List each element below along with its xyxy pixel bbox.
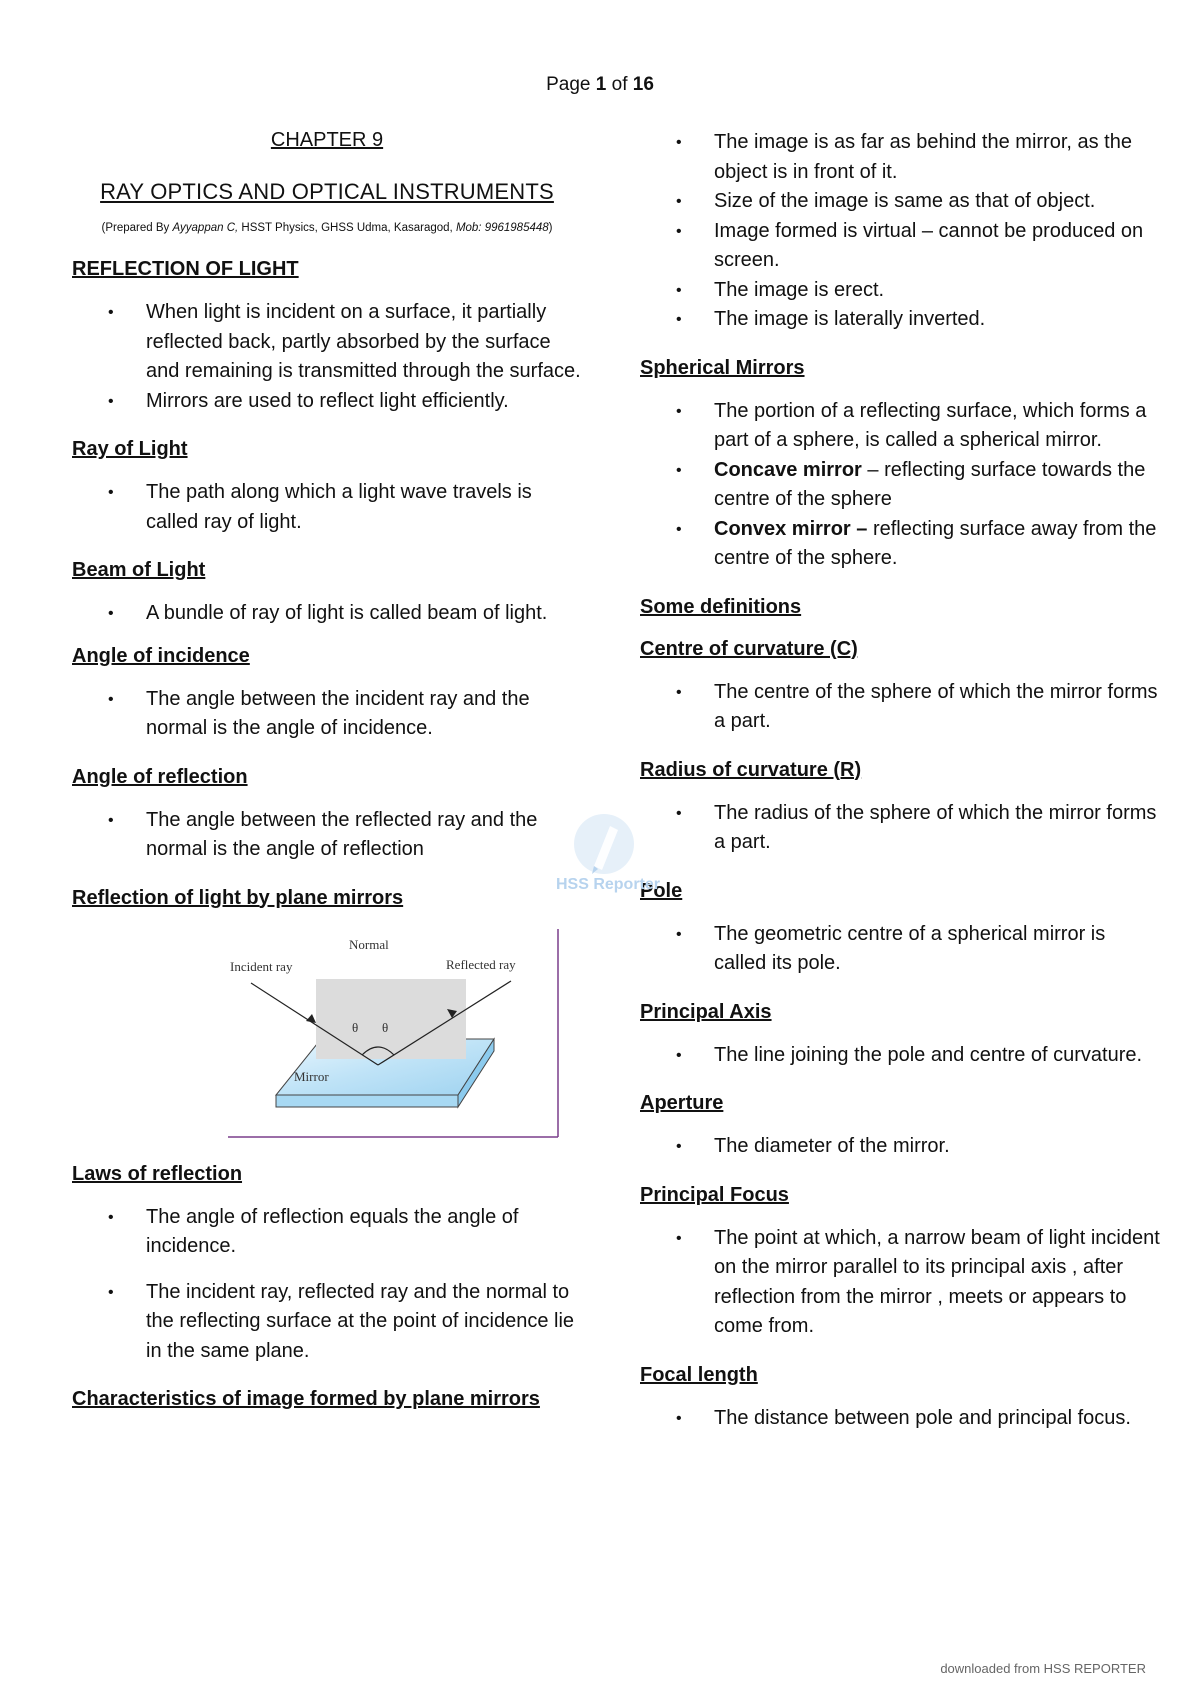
list-principal-focus: [640, 1224, 1160, 1342]
right-column: [640, 128, 1160, 1453]
theta-incidence-label: θ: [352, 1019, 359, 1035]
chapter-label: CHAPTER 9: [270, 129, 384, 151]
heading-reflection-angle: Angle of reflection: [72, 765, 248, 788]
list-item: • Mirrors are used to reflect light efficiently.: [108, 389, 509, 412]
list-focal-length: [640, 1404, 1160, 1434]
mirror-label: Mirror: [294, 1068, 329, 1084]
reflected-ray-label: Reflected ray: [446, 956, 516, 972]
list-item: • A bundle of ray of light is called beam of light.: [108, 602, 548, 624]
watermark-text: HSS Reporter: [555, 876, 661, 893]
list-centre: [640, 678, 1160, 737]
list-principal-axis: [640, 1041, 1160, 1071]
list-item: • The radius of the sphere of which the mirror forms a part.: [676, 801, 1157, 853]
page-number: Page 1 of 16: [546, 74, 654, 95]
heading-ray: Ray of Light: [72, 438, 188, 460]
list-reflection: [72, 298, 582, 416]
heading-beam: Beam of Light: [72, 559, 206, 581]
list-item: • The angle between the incident ray and the normal is the angle of incidence.: [108, 687, 530, 739]
list-item: • Image formed is virtual – cannot be produced on screen.: [676, 219, 1144, 271]
list-item: • The image is erect.: [676, 278, 885, 301]
list-item: • The incident ray, reflected ray and the normal to the reflecting surface at the point of incidence lie in the same plane.: [108, 1280, 575, 1362]
heading-spherical: Spherical Mirrors: [640, 356, 805, 379]
list-reflection-angle: [72, 806, 582, 865]
list-laws: [72, 1203, 582, 1367]
plane-mirror-figure: [156, 927, 576, 1139]
list-item: • Convex mirror – reflecting surface away from the centre of the sphere.: [676, 517, 1157, 569]
heading-principal-focus: Principal Focus: [640, 1183, 789, 1206]
heading-principal-axis: Principal Axis: [640, 1000, 772, 1023]
normal-plane: [316, 979, 466, 1059]
list-item: • Concave mirror – reflecting surface towards the centre of the sphere: [676, 458, 1146, 510]
author-credit: (Prepared By Ayyappan C, HSST Physics, GHSS Udma, Kasaragod, Mob: 9961985448): [101, 222, 553, 234]
list-item: • The distance between pole and principal focus.: [676, 1406, 1131, 1429]
heading-radius: Radius of curvature (R): [640, 758, 862, 781]
heading-reflection: REFLECTION OF LIGHT: [72, 258, 299, 280]
heading-incidence: Angle of incidence: [72, 644, 250, 667]
list-item: • Size of the image is same as that of object.: [676, 190, 1096, 212]
list-item: • The path along which a light wave travels is called ray of light.: [108, 481, 532, 533]
left-column: [72, 128, 582, 1428]
list-item: • The image is as far as behind the mirror, as the object is in front of it.: [676, 131, 1132, 183]
list-item: • The angle of reflection equals the angle of incidence.: [108, 1205, 519, 1257]
heading-laws: Laws of reflection: [72, 1162, 243, 1185]
list-item: • The centre of the sphere of which the mirror forms a part.: [676, 680, 1158, 732]
heading-characteristics: Characteristics of image formed by plane mirrors: [72, 1388, 540, 1410]
heading-pole: Pole: [640, 879, 683, 902]
list-item: • The portion of a reflecting surface, which forms a part of a sphere, is called a spherical mirror.: [676, 399, 1147, 451]
list-item: • The diameter of the mirror.: [676, 1135, 950, 1157]
list-ray: [72, 478, 582, 537]
heading-focal-length: Focal length: [640, 1363, 758, 1386]
download-footer: downloaded from HSS REPORTER: [940, 1661, 1146, 1676]
mirror-front-edge: [276, 1095, 458, 1107]
list-item: • When light is incident on a surface, it partially reflected back, partly absorbed by the surface and remaining is transmitted through the surface.: [108, 301, 581, 382]
list-beam: [72, 599, 582, 629]
list-incidence: [72, 685, 582, 744]
incident-arrow: [306, 1014, 316, 1023]
list-pole: [640, 920, 1160, 979]
normal-label: Normal: [349, 936, 389, 952]
heading-centre: Centre of curvature (C): [640, 637, 858, 660]
heading-plane-mirror: Reflection of light by plane mirrors: [72, 886, 404, 909]
theta-reflection-label: θ: [382, 1019, 389, 1035]
list-item: • The geometric centre of a spherical mirror is called its pole.: [676, 922, 1106, 974]
list-item: • The line joining the pole and centre of curvature.: [676, 1043, 1143, 1066]
heading-aperture: Aperture: [640, 1092, 724, 1114]
heading-definitions: Some definitions: [640, 595, 802, 618]
list-characteristics: [640, 128, 1160, 335]
list-aperture: [640, 1132, 1160, 1162]
list-item: • The image is laterally inverted.: [676, 308, 986, 330]
list-item: • The point at which, a narrow beam of light incident on the mirror parallel to its principal axis , after reflection from the mirror , meets or appears to come from.: [676, 1226, 1160, 1337]
list-item: • The angle between the reflected ray and the normal is the angle of reflection: [108, 808, 538, 860]
list-spherical: [640, 397, 1160, 574]
incident-ray-label: Incident ray: [230, 958, 293, 974]
chapter-title: RAY OPTICS AND OPTICAL INSTRUMENTS: [100, 179, 554, 204]
list-radius: [640, 799, 1160, 858]
